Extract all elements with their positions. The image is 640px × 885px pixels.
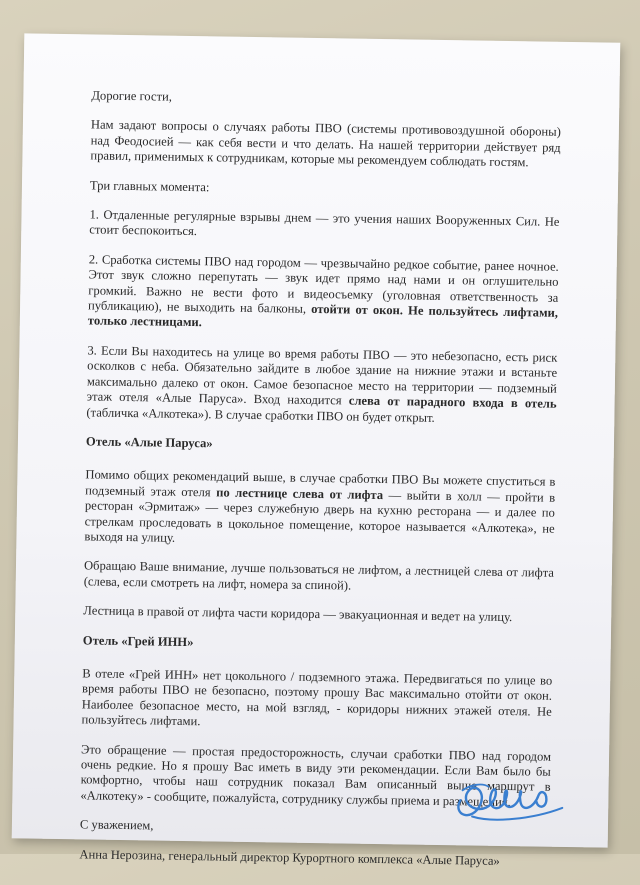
handwritten-signature bbox=[442, 760, 573, 832]
point-2-text: 2. Сработка системы ПВО над городом — чрезвычайно редкое событие, ранее ночное. Этот звук сложно перепутать — звук идет прямо над нами и он оглушительно громкий. Важно не вести фото и видеосъемку (уголовная ответственность за публикацию), не выходить на балконы, bbox=[87, 252, 559, 316]
greeting: Дорогие гости, bbox=[91, 88, 173, 104]
points-heading: Три главных момента: bbox=[89, 178, 210, 194]
point-2-emphasis: отойти от окон. Не пользуйтесь лифтами, только лестницами. bbox=[87, 301, 559, 330]
closing-paragraph: Это обращение — простая предосторожность, случаи сработки ПВО над городом очень редкие. Но я прошу Вас иметь в виду эти рекомендации. Если Вам было бы комфортно, чтобы наш сотрудник показал Вам описанный выше маршрут в «Алкотеку» - сообщите, пожалуйста, сотруднику службы приема и размещения. bbox=[80, 741, 552, 809]
point-1: 1. Отдаленные регулярные взрывы днем — это учения наших Вооруженных Сил. Не стоит беспокоиться. bbox=[89, 207, 560, 239]
point-3-emphasis: слева от парадного входа в отель bbox=[348, 393, 557, 411]
point-2 bbox=[88, 252, 559, 336]
letter-sheet bbox=[12, 33, 621, 868]
regards: С уважением, bbox=[79, 817, 154, 833]
intro-paragraph: Нам задают вопросы о случаях работы ПВО (системы противовоздушной обороны) над Феодосией — как себя вести и что делать. На нашей территории действует ряд правил, применимых к сотрудникам, которые мы рекомендуем соблюдать гостям. bbox=[90, 117, 561, 170]
hotel-2-paragraph: В отеле «Грей ИНН» нет цокольного / подземного этажа. Передвигаться по улице во время работы ПВО не безопасно, поэтому прошу Вас максимально отойти от окон. Наиболее безопасное место, на мой взгляд, - коридоры нижних этажей отеля. Не пользуйтесь лифтами. bbox=[81, 666, 553, 729]
signer-line: Анна Нерозина, генеральный директор Курортного комплекса «Алые Паруса» bbox=[79, 846, 500, 868]
point-3 bbox=[86, 343, 557, 427]
hotel-2-title: Отель «Грей ИНН» bbox=[82, 632, 194, 649]
hotel-1-title: Отель «Алые Паруса» bbox=[85, 434, 213, 451]
hotel-1-p1-tail: — выйти в холл — пройти в ресторан «Эрмитаж» — через служебную дверь на кухню ресторана — и далее по стрелкам проследовать в цокольное помещение, которое называется «Алкотека», не выходя на улицу. bbox=[84, 487, 556, 545]
point-3-tail: (табличка «Алкотека»). В случае сработки ПВО он будет открыт. bbox=[86, 404, 435, 425]
hotel-1-paragraph-2: Обращаю Ваше внимание, лучше пользоваться не лифтом, а лестницей слева от лифта (слева, если смотреть на лифт, номера за спиной). bbox=[83, 558, 555, 593]
hotel-1-paragraph-3: Лестница в правой от лифта части коридора — эвакуационная и ведет на улицу. bbox=[83, 603, 513, 625]
point-3-text: 3. Если Вы находитесь на улице во время работы ПВО — это небезопасно, есть риск осколков с неба. Обязательно зайдите в любое здание на нижние этажи и встаньте максимально далеко от окон. Самое безопасное место на территории — подземный этаж отеля «Алые Паруса». Вход находится bbox=[86, 343, 558, 408]
hotel-1-paragraph-1 bbox=[84, 468, 555, 552]
hotel-1-p1-emphasis: по лестнице слева от лифта bbox=[216, 485, 384, 502]
hotel-1-p1-text: Помимо общих рекомендаций выше, в случае сработки ПВО Вы можете спуститься в подземный этаж отеля bbox=[85, 467, 556, 500]
